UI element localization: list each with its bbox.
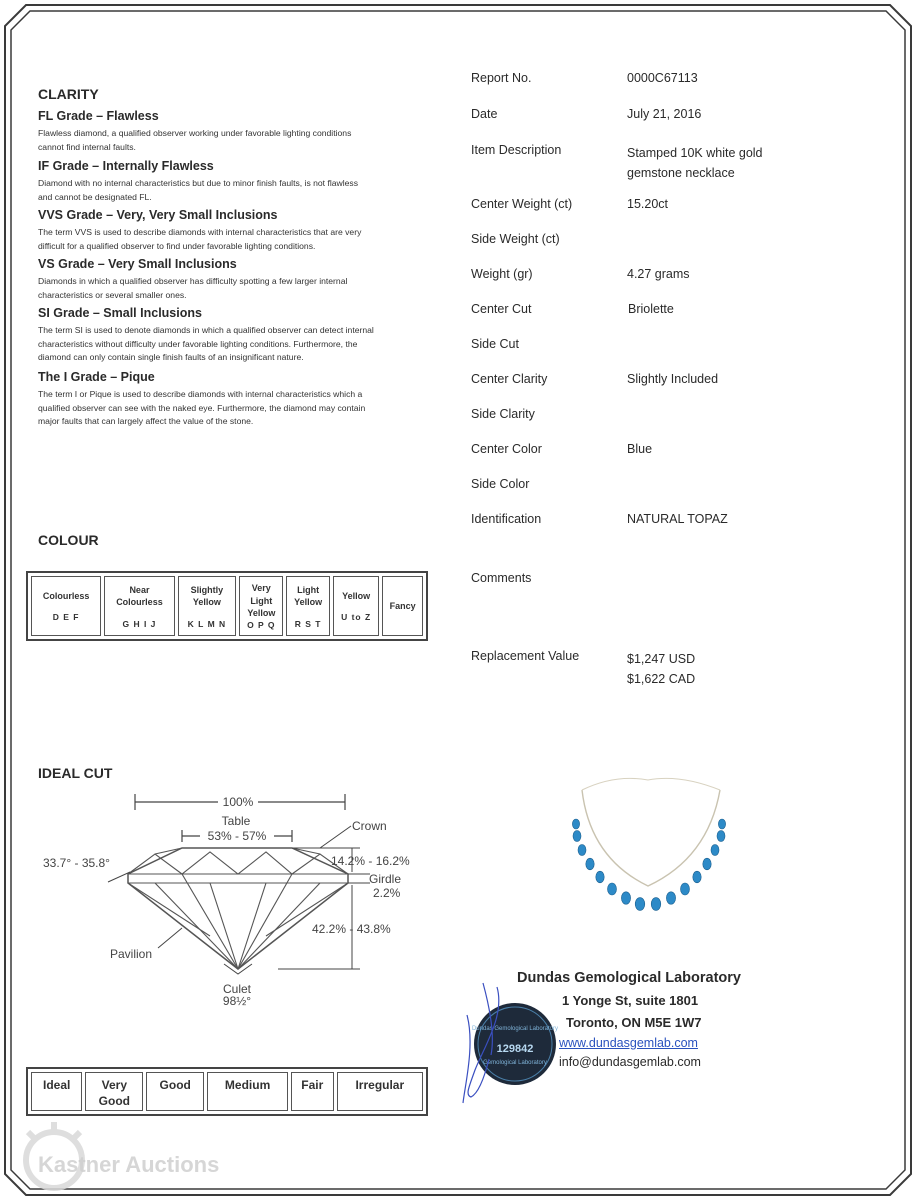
culet-value: 98½° [222,994,252,1008]
desc-line: characteristics or several smaller ones. [38,289,187,300]
clarity-grade-if-title: IF Grade – Internally Flawless [38,159,214,173]
center-cut-label: Center Cut [471,302,532,316]
seal-number: 129842 [496,1043,534,1055]
table-label: Table [221,814,251,828]
clarity-grade-vs-title: VS Grade – Very Small Inclusions [38,257,237,271]
center-clarity-value: Slightly Included [627,372,719,386]
clarity-grade-si-desc [38,324,374,365]
desc-line: and cannot be designated FL. [38,191,152,202]
report-number-value: 0000C67113 [627,71,698,85]
desc-line: difficult for a qualified observer to find under favorable lighting conditions. [38,240,316,251]
clarity-grade-si-title: SI Grade – Small Inclusions [38,306,202,320]
necklace-chain [582,790,720,886]
desc-line: characteristics without difficulty under favorable lighting conditions. Furthermore, the [38,338,358,349]
weight-label: Weight (gr) [471,267,533,281]
diamond-outline [128,848,348,969]
center-clarity-label: Center Clarity [471,372,548,386]
colour-cell-yellow: Yellow U to Z [333,576,379,636]
pavilion-label: Pavilion [110,947,153,961]
lab-address-line1: 1 Yonge St, suite 1801 [562,993,699,1008]
colour-cell-very-light-yellow: Very Light Yellow O P Q [239,576,283,636]
desc-line: Flawless diamond, a qualified observer working under favorable lighting conditions [38,128,352,138]
identification-label: Identification [471,512,542,526]
girdle-label: Girdle [369,872,402,886]
cut-grade-cell: Irregular [337,1072,423,1111]
desc-line: The term I or Pique is used to describe diamonds with internal characteristics which a [38,389,363,399]
cut-grade-table [26,1067,428,1116]
crown-pointer [320,826,351,848]
necklace-photo [560,768,740,928]
replacement-value: $1,247 USD $1,622 CAD [627,652,696,686]
weight-value: 4.27 grams [627,267,690,281]
colour-cell-fancy: Fancy [382,576,423,636]
seal-text-top: Dundas Gemological Laboratory [471,1026,559,1032]
colour-cell-slightly-yellow: Slightly Yellow K L M N [178,576,237,636]
clarity-title: CLARITY [38,86,99,102]
table-range: 53% - 57% [207,829,267,843]
clarity-grade-if-desc [38,177,358,204]
center-weight-label: Center Weight (ct) [471,197,573,211]
lab-email: info@dundasgemlab.com [559,1055,701,1069]
necklace-chain-back [582,778,720,790]
pavilion-pointer [158,928,182,948]
desc-line: The term SI is used to denote diamonds in which a qualified observer can detect internal [38,325,374,335]
desc-line: cannot find internal faults. [38,141,136,152]
side-clarity-label: Side Clarity [471,407,535,421]
desc-line: Diamonds in which a qualified observer has difficulty spotting a few larger internal [38,276,348,286]
colour-title: COLOUR [38,532,99,548]
culet-label: Culet [222,982,252,996]
cut-grade-cell: Fair [291,1072,334,1111]
lab-address-line2: Toronto, ON M5E 1W7 [566,1015,702,1030]
crown-height-label: 14.2% - 16.2% [331,854,410,868]
identification-value: NATURAL TOPAZ [627,512,728,526]
clarity-grade-vvs-title: VVS Grade – Very, Very Small Inclusions [38,208,278,222]
cut-grade-cell: Medium [207,1072,288,1111]
report-number-label: Report No. [471,71,532,85]
clarity-grade-fl-desc [38,127,351,154]
desc-line: Diamond with no internal characteristics but due to minor finish faults, is not flawless [38,178,359,188]
desc-line: major faults that can largely affect the value of the stone. [38,416,254,426]
date-value: July 21, 2016 [627,107,702,121]
side-color-label: Side Color [471,477,530,491]
clarity-grade-vs-desc [38,275,347,302]
center-color-value: Blue [627,442,653,456]
topaz-briolettes [572,819,725,910]
crown-angle-label: 33.7° - 35.8° [43,856,110,870]
item-description-label: Item Description [471,143,562,157]
kastner-auctions-watermark [12,1110,220,1194]
replacement-value-label: Replacement Value [471,649,580,663]
desc-line: diamond can only contain single finish faults of an insignificant nature. [38,352,304,362]
colour-cell-colourless: Colourless D E F [31,576,101,636]
cut-grade-cell: Good [146,1072,204,1111]
pavilion-depth-label: 42.2% - 43.8% [312,922,391,936]
diamond-proportions-diagram [30,786,430,1011]
signature [455,975,540,1110]
center-cut-value: Briolette [628,302,674,316]
crown-angle-pointer [108,872,130,882]
lab-name: Dundas Gemological Laboratory [517,970,741,986]
girdle-value: 2.2% [373,886,401,900]
colour-scale-table [26,571,428,641]
side-cut-label: Side Cut [471,337,519,351]
clarity-grade-fl-title: FL Grade – Flawless [38,109,159,123]
cut-grade-cell: Ideal [31,1072,82,1111]
desc-line: qualified observer can see with the naked eye. Furthermore, the diamond may contain [38,402,366,413]
crown-label: Crown [352,819,387,833]
clarity-grade-i-desc [38,388,365,429]
item-description-value: Stamped 10K white gold gemstone necklace [627,146,763,180]
cut-grade-cell: Very Good [85,1072,143,1111]
width-label: 100% [222,795,254,809]
seal-text-bottom: Gemological Laboratory [483,1060,547,1066]
lab-website-link[interactable]: www.dundasgemlab.com [559,1036,698,1050]
ideal-cut-title: IDEAL CUT [38,765,113,781]
colour-cell-near-colourless: Near Colourless G H I J [104,576,174,636]
center-color-label: Center Color [471,442,542,456]
side-weight-label: Side Weight (ct) [471,232,560,246]
watermark-text: Kastner Auctions [38,1152,220,1177]
colour-cell-light-yellow: Light Yellow R S T [286,576,329,636]
comments-label: Comments [471,571,532,585]
desc-line: The term VVS is used to describe diamonds with internal characteristics that are very [38,227,362,237]
clarity-grade-vvs-desc [38,226,361,253]
clarity-grade-i-title: The I Grade – Pique [38,370,155,384]
center-weight-value: 15.20ct [627,197,669,211]
date-label: Date [471,107,498,121]
